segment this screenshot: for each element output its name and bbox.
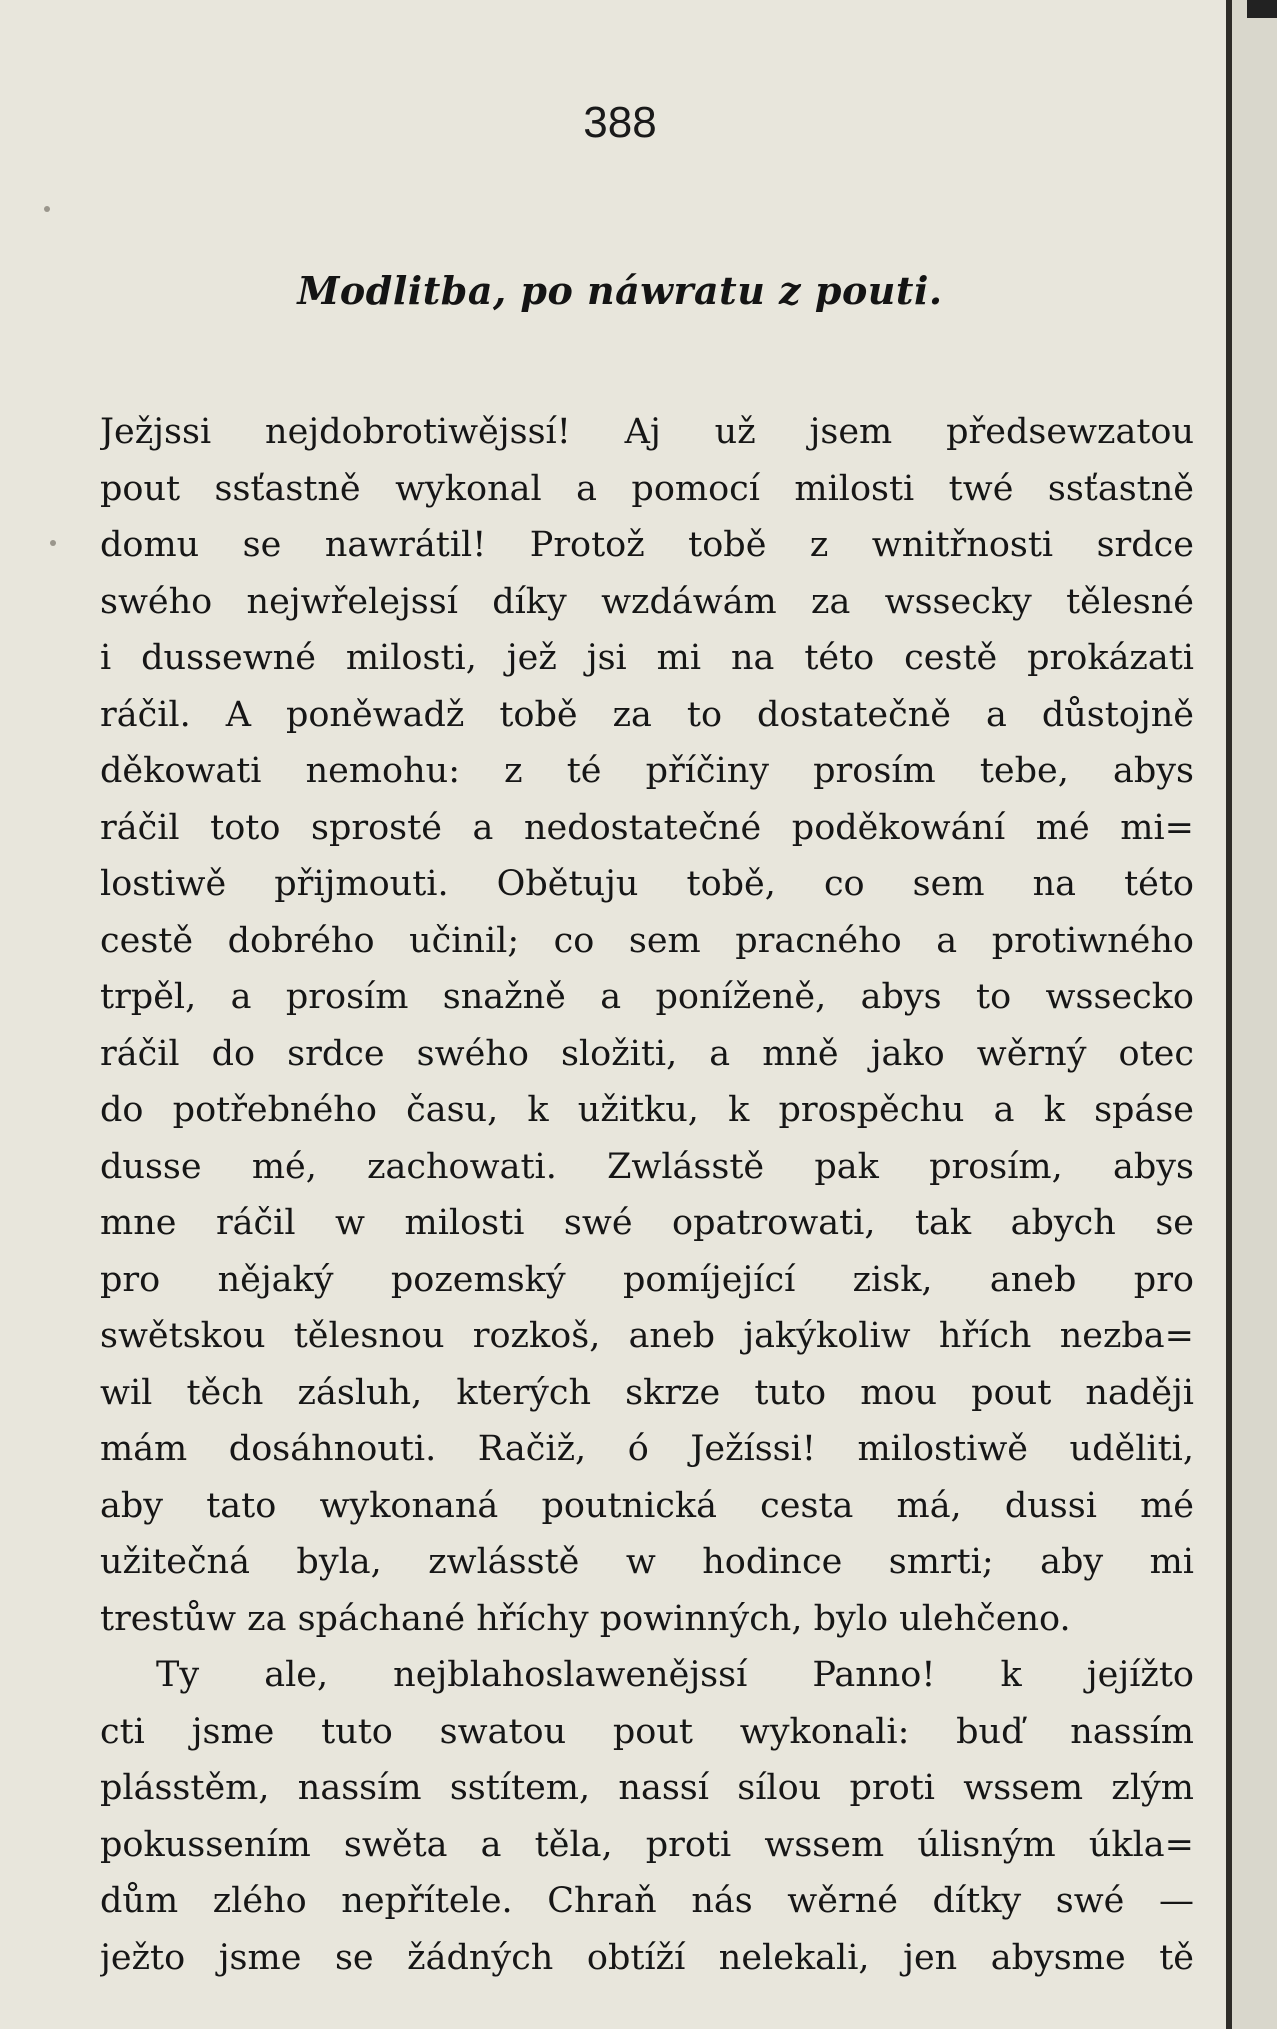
scan-corner-mark (1247, 0, 1277, 18)
text-line: trestůw za spáchané hříchy powinných, bylo ulehčeno. (100, 1598, 1071, 1639)
text-line: děkowati nemohu: z té příčiny prosím tebe, abys (100, 751, 1194, 791)
text-line: cti jsme tuto swatou pout wykonali: buď nassím (100, 1711, 1194, 1752)
text-line: užitečná byla, zwlásstě w hodince smrti; aby mi (100, 1542, 1194, 1582)
prayer-title: Modlitba, po náwratu z pouti. (297, 268, 943, 313)
text-line: Ježjssi nejdobrotiwějssí! Aj už jsem předsewzatou (100, 412, 1194, 452)
paper-speck (50, 540, 56, 546)
text-line: trpěl, a prosím snažně a poníženě, abys to wssecko (100, 977, 1194, 1017)
page-number: 388 (583, 98, 657, 147)
text-line: aby tato wykonaná poutnická cesta má, dussi mé (100, 1485, 1194, 1526)
text-line: swětskou tělesnou rozkoš, aneb jakýkoliw hřích nezba= (100, 1316, 1194, 1356)
body-text (100, 404, 1194, 1986)
text-line: i dussewné milosti, jež jsi mi na této cestě prokázati (100, 638, 1194, 678)
text-line: domu se nawrátil! Protož tobě z wnitřnosti srdce (100, 525, 1194, 565)
text-line: pokussením swěta a těla, proti wssem úlisným úkla= (100, 1824, 1194, 1865)
text-line: Ty ale, nejblahoslawenějssí Panno! k jejížto (156, 1655, 1194, 1695)
text-line: ráčil do srdce swého složiti, a mně jako wěrný otec (100, 1033, 1194, 1074)
text-line: pro nějaký pozemský pomíjející zisk, aneb pro (100, 1259, 1194, 1300)
text-line: mne ráčil w milosti swé opatrowati, tak abych se (100, 1203, 1194, 1243)
text-line: ráčil. A poněwadž tobě za to dostatečně a důstojně (100, 694, 1194, 735)
text-line: ježto jsme se žádných obtíží nelekali, jen abysme tě (100, 1937, 1194, 1978)
text-line: ráčil toto sprosté a nedostatečné poděkowání mé mi= (100, 807, 1194, 848)
text-line: cestě dobrého učinil; co sem pracného a protiwného (100, 920, 1194, 961)
paper-speck (44, 206, 50, 212)
text-line: pout ssťastně wykonal a pomocí milosti twé ssťastně (100, 468, 1194, 509)
text-line: mám dosáhnouti. Račiž, ó Ježíssi! milostiwě uděliti, (100, 1429, 1194, 1469)
text-line: wil těch zásluh, kterých skrze tuto mou pout naději (100, 1372, 1194, 1413)
text-line: plásstěm, nassím sstítem, nassí sílou proti wssem zlým (100, 1768, 1194, 1808)
text-line: swého nejwřelejssí díky wzdáwám za wssecky tělesné (100, 581, 1194, 622)
adjacent-page-margin (1232, 0, 1277, 2029)
text-line: do potřebného času, k užitku, k prospěchu a k spáse (100, 1090, 1194, 1130)
text-line: dusse mé, zachowati. Zwlásstě pak prosím, abys (100, 1146, 1194, 1187)
text-line: dům zlého nepřítele. Chraň nás wěrné dítky swé — (100, 1881, 1194, 1921)
text-line: lostiwě přijmouti. Obětuju tobě, co sem na této (100, 864, 1194, 904)
